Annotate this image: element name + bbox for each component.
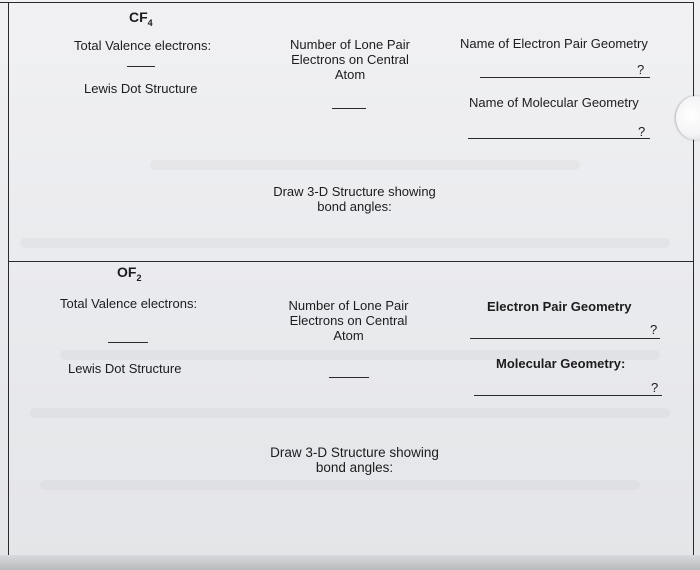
molecular-geometry-label: Name of Molecular Geometry [469, 95, 639, 110]
lone-pair-answer-line[interactable] [329, 377, 369, 378]
formula-subscript: 4 [147, 17, 153, 28]
draw-3d-label: Draw 3-D Structure showing bond angles: [270, 445, 439, 475]
molecular-geometry-answer-line[interactable] [468, 138, 650, 139]
right-border [693, 2, 694, 555]
lone-pair-label: Number of Lone Pair Electrons on Central Atom [290, 37, 410, 82]
molecular-geometry-answer-line[interactable] [474, 395, 662, 396]
show-through-text [150, 160, 580, 170]
formula-cf4 [129, 9, 153, 28]
formula-subscript: 2 [136, 272, 142, 283]
lewis-structure-label: Lewis Dot Structure [84, 81, 198, 96]
left-border [8, 2, 9, 555]
section-divider [8, 261, 694, 262]
electron-geometry-label: Electron Pair Geometry [487, 299, 632, 314]
top-border [0, 2, 694, 3]
page-bottom-edge [0, 555, 700, 570]
molecular-geometry-label: Molecular Geometry: [496, 356, 626, 371]
lone-pair-label: Number of Lone Pair Electrons on Central Atom [288, 298, 409, 343]
binder-hole [676, 96, 700, 140]
draw-3d-label: Draw 3-D Structure showing bond angles: [273, 184, 436, 214]
electron-geometry-answer-line[interactable] [480, 77, 650, 78]
total-valence-label: Total Valence electrons: [60, 296, 198, 311]
lewis-structure-label: Lewis Dot Structure [68, 361, 182, 376]
electron-geometry-answer-line[interactable] [470, 338, 660, 339]
lone-pair-answer-line[interactable] [332, 108, 366, 109]
show-through-text [40, 480, 640, 490]
formula-of2 [117, 264, 141, 283]
total-valence-answer-line[interactable] [108, 342, 148, 343]
total-valence-label: Total Valence electrons: [74, 38, 212, 53]
electron-geometry-answer: ? [650, 322, 658, 337]
molecular-geometry-answer: ? [638, 124, 646, 139]
formula-text: CF [129, 9, 148, 25]
total-valence-answer-line[interactable] [127, 66, 155, 67]
show-through-text [20, 238, 670, 248]
electron-geometry-label: Name of Electron Pair Geometry [460, 36, 648, 51]
formula-text: OF [117, 264, 137, 280]
show-through-text [30, 408, 670, 418]
electron-geometry-answer: ? [637, 62, 645, 77]
molecular-geometry-answer: ? [651, 380, 659, 395]
